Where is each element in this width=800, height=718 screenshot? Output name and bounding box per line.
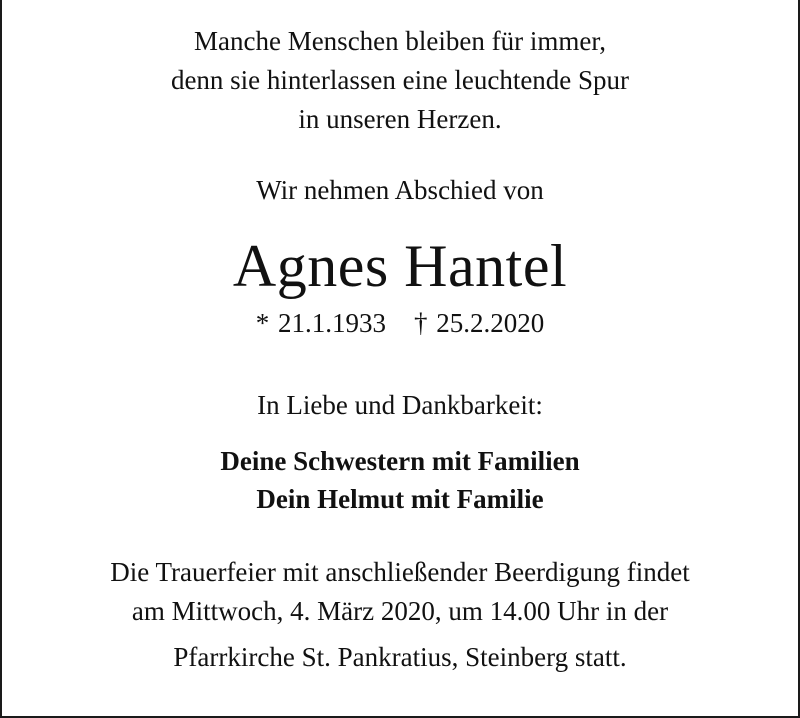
deceased-name: Agnes Hantel [232,233,568,299]
gratitude-line: In Liebe und Dankbarkeit: [257,390,543,420]
farewell-intro: Wir nehmen Abschied von [256,175,544,205]
birth-date: * 21.1.1933 [255,308,386,338]
mourners-line-2: Dein Helmut mit Familie [256,484,544,514]
poem-line-2: denn sie hinterlassen eine leuchtende Spur [170,65,630,95]
poem-line-1: Manche Menschen bleiben für immer, [193,26,607,56]
poem-line-3: in unseren Herzen. [298,104,502,134]
service-line-3: Pfarrkirche St. Pankratius, Steinberg statt. [173,642,627,672]
death-date: † 25.2.2020 [414,308,545,338]
life-dates [2,308,798,339]
service-line-2: am Mittwoch, 4. März 2020, um 14.00 Uhr in der [131,596,669,626]
service-line-1: Die Trauerfeier mit anschließender Beerdigung findet [110,557,690,587]
mourners-line-1: Deine Schwestern mit Familien [220,446,580,476]
